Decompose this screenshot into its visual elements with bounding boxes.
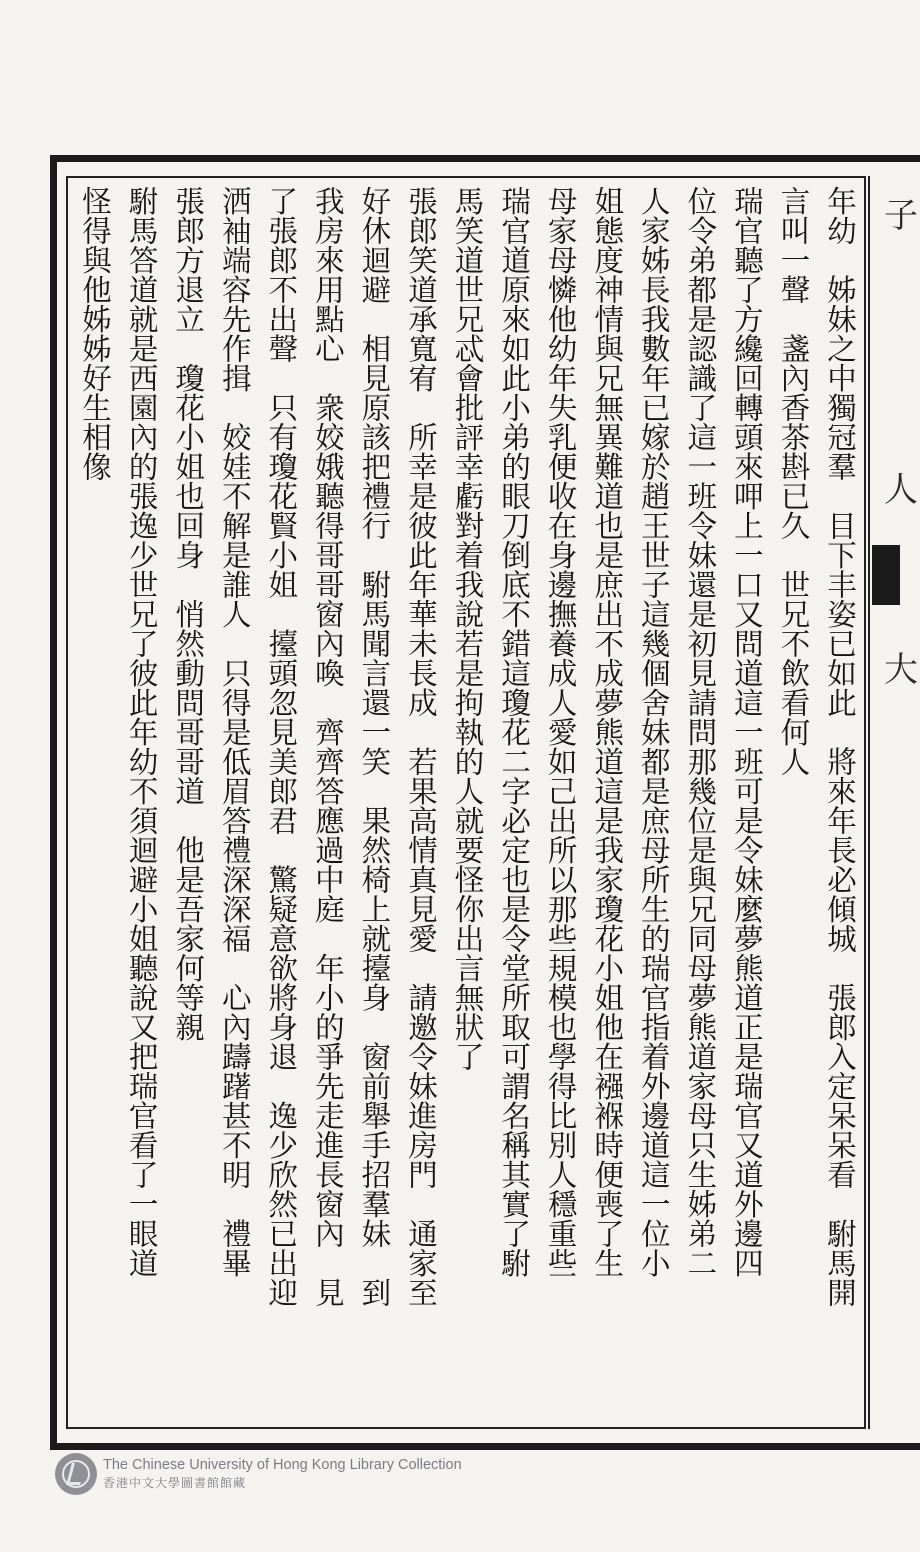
text-column: 好休迴避 相見原該把禮行 駙馬聞言還一笑 果然椅上就擡身 窗前舉手招羣妹 到 bbox=[357, 186, 392, 1307]
edge-fragment: 子 bbox=[884, 196, 918, 236]
collection-label-zh: 香港中文大學圖書館館藏 bbox=[103, 1476, 247, 1490]
right-edge-rule bbox=[868, 176, 870, 1429]
text-column: 瑞官道原來如此小弟的眼刀倒底不錯這瓊花二字必定也是令堂所取可謂名稱其實了駙 bbox=[497, 186, 532, 1278]
edge-fragment: 大 bbox=[884, 650, 918, 690]
text-column: 言叫一聲 盞內香茶斟已久 世兄不飲看何人 bbox=[776, 186, 811, 776]
text-column: 我房來用點心 衆姣娥聽得哥哥窗內喚 齊齊答應過中庭 年小的爭先走進長窗內 見 bbox=[310, 186, 345, 1307]
right-edge-block bbox=[872, 545, 900, 605]
text-column: 母家母憐他幼年失乳便收在身邊撫養成人愛如己出所以那些規模也學得比別人穩重些 bbox=[543, 186, 578, 1278]
text-column: 位令弟都是認識了這一班令妹還是初見請問那幾位是與兄同母夢熊道家母只生姊弟二 bbox=[683, 186, 718, 1278]
text-block bbox=[72, 186, 862, 1416]
text-column: 姐態度神情與兄無異難道也是庶出不成夢熊道這是我家瓊花小姐他在襁褓時便喪了生 bbox=[590, 186, 625, 1278]
library-footer bbox=[55, 1452, 575, 1496]
text-column: 年幼 姊妹之中獨冠羣 目下丰姿已如此 將來年長必傾城 張郎入定呆呆看 駙馬開 bbox=[823, 186, 857, 1307]
text-column: 瑞官聽了方纔回轉頭來呷上一口又問道這一班可是令妹麼夢熊道正是瑞官又道外邊四 bbox=[729, 186, 764, 1278]
text-column: 洒袖端容先作揖 姣娃不解是誰人 只得是低眉答禮深深福 心內躊躇甚不明 禮畢 bbox=[217, 186, 252, 1278]
text-column: 馬笑道世兄忒會批評幸虧對着我說若是拘執的人就要怪你出言無狀了 bbox=[450, 186, 485, 1071]
text-column: 駙馬答道就是西園內的張逸少世兄了彼此年幼不須迴避小姐聽說又把瑞官看了一眼道 bbox=[124, 186, 159, 1278]
text-column: 了張郎不出聲 只有瓊花賢小姐 擡頭忽見美郎君 驚疑意欲將身退 逸少欣然已出迎 bbox=[264, 186, 299, 1307]
cuhk-library-logo-icon bbox=[55, 1453, 97, 1495]
edge-fragment: 人 bbox=[884, 470, 918, 510]
text-column: 怪得與他姊姊好生相像 bbox=[78, 186, 112, 481]
collection-label-en: The Chinese University of Hong Kong Library Collection bbox=[103, 1457, 462, 1473]
text-column: 人家姊長我數年已嫁於趙王世子這幾個舍妹都是庶母所生的瑞官指着外邊道這一位小 bbox=[636, 186, 671, 1278]
text-column: 張郎方退立 瓊花小姐也回身 悄然動問哥哥道 他是吾家何等親 bbox=[171, 186, 206, 1042]
text-column: 張郎笑道承寬宥 所幸是彼此年華未長成 若果高情真見愛 請邀令妹進房門 通家至 bbox=[403, 186, 438, 1307]
